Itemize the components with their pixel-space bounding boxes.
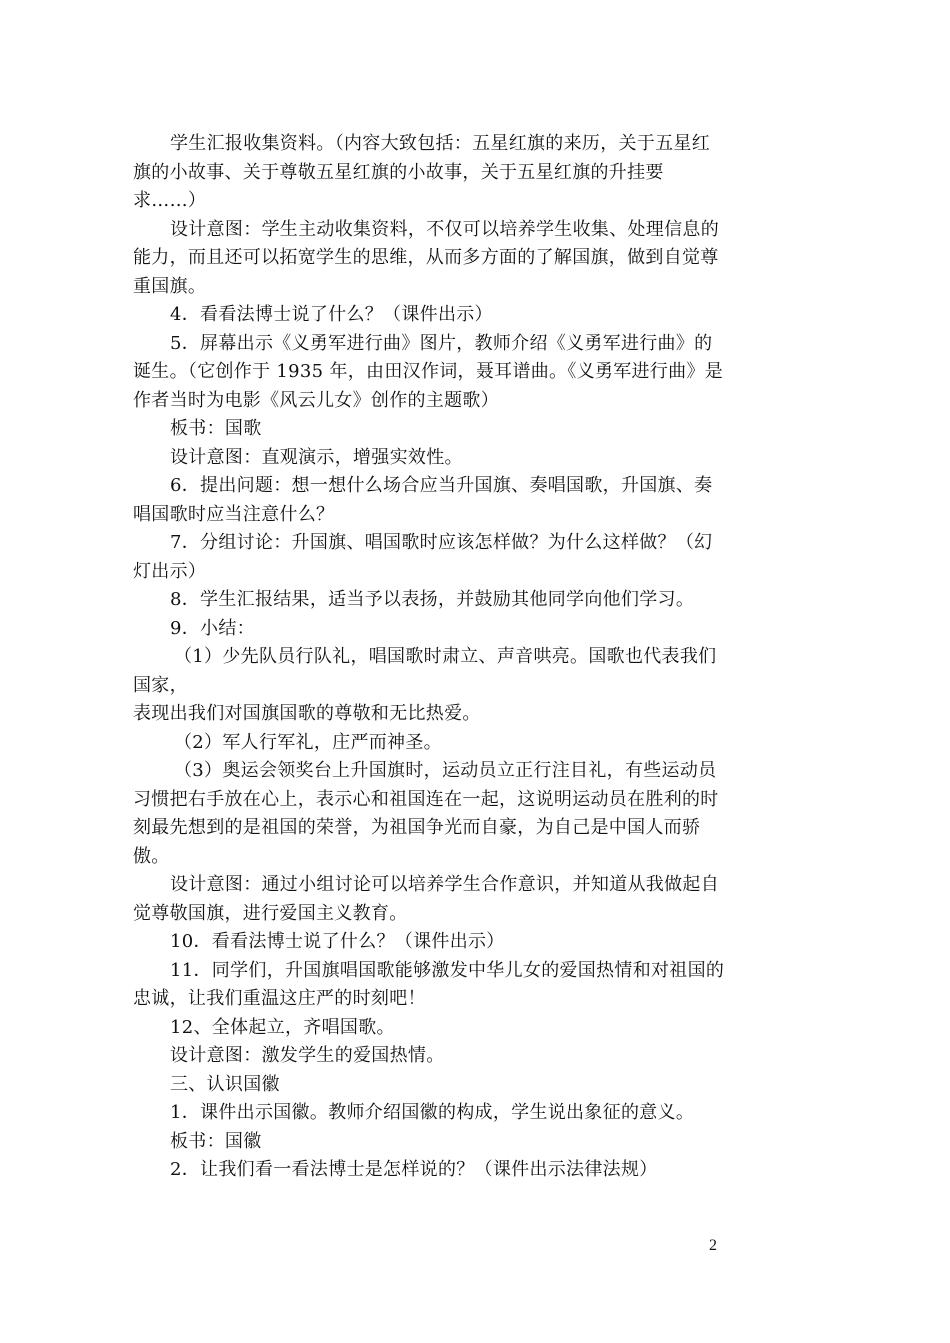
paragraph-step-9: 9．小结：	[170, 617, 255, 639]
paragraph-board-anthem: 板书：国歌	[170, 418, 262, 439]
paragraph-step-10: 10．看看法博士说了什么？（课件出示）	[170, 931, 505, 952]
section-heading-emblem: 三、认识国徽	[170, 1073, 280, 1095]
paragraph-design-intent-4: 设计意图：激发学生的爱国热情。	[170, 1045, 445, 1066]
paragraph-step-12: 12、全体起立，齐唱国歌。	[170, 1016, 395, 1038]
paragraph-step-5: 5．屏幕出示《义勇军进行曲》图片，教师介绍《义勇军进行曲》的诞生。（它创作于 1935 年，由田汉作词，聂耳谱曲。《义勇军进行曲》是作者当时为电影《风云儿女》创作的主题歌）	[133, 332, 724, 411]
paragraph-step-4: 4．看看法博士说了什么？（课件出示）	[170, 304, 493, 325]
paragraph-student-report: 学生汇报收集资料。（内容大致包括：五星红旗的来历，关于五星红旗的小故事、关于尊敬五星红旗的小故事，关于五星红旗的升挂要求……）	[133, 133, 710, 211]
paragraph-step-8: 8．学生汇报结果，适当予以表扬，并鼓励其他同学向他们学习。	[170, 589, 695, 610]
paragraph-step-7: 7．分组讨论：升国旗、唱国歌时应该怎样做？为什么这样做？（幻灯出示）	[133, 532, 713, 582]
paragraph-summary-3: （3）奥运会领奖台上升国旗时，运动员立正行注目礼，有些运动员习惯把右手放在心上，表示心和祖国连在一起，这说明运动员在胜利的时刻最先想到的是祖国的荣誉，为祖国争光而自豪，为自己是中国人而骄傲。	[133, 760, 719, 867]
paragraph-summary-1-cont: 表现出我们对国旗国歌的尊敬和无比热爱。	[133, 703, 481, 724]
paragraph-design-intent-1: 设计意图：学生主动收集资料，不仅可以培养学生收集、处理信息的能力，而且还可以拓宽学生的思维，从而多方面的了解国旗，做到自觉尊重国旗。	[133, 218, 719, 297]
paragraph-emblem-step-1: 1．课件出示国徽。教师介绍国徽的构成，学生说出象征的意义。	[170, 1102, 695, 1123]
paragraph-step-11: 11．同学们，升国旗唱国歌能够激发中华儿女的爱国热情和对祖国的忠诚，让我们重温这庄严的时刻吧！	[133, 959, 725, 1009]
paragraph-design-intent-2: 设计意图：直观演示，增强实效性。	[170, 446, 463, 468]
page-number: 2	[709, 1237, 717, 1254]
paragraph-board-emblem: 板书：国徽	[170, 1130, 262, 1152]
paragraph-design-intent-3: 设计意图：通过小组讨论可以培养学生合作意识，并知道从我做起自觉尊敬国旗，进行爱国主义教育。	[133, 874, 719, 924]
paragraph-step-6: 6．提出问题：想一想什么场合应当升国旗、奏唱国歌，升国旗、奏唱国歌时应当注意什么？	[133, 475, 713, 525]
paragraph-summary-1: （1）少先队员行队礼，唱国歌时肃立、声音哄亮。国歌也代表我们国家，	[133, 646, 717, 696]
paragraph-summary-2: （2）军人行军礼，庄严而神圣。	[174, 731, 442, 753]
paragraph-emblem-step-2: 2．让我们看一看法博士是怎样说的？（课件出示法律法规）	[170, 1159, 658, 1180]
document-body	[133, 130, 725, 1185]
